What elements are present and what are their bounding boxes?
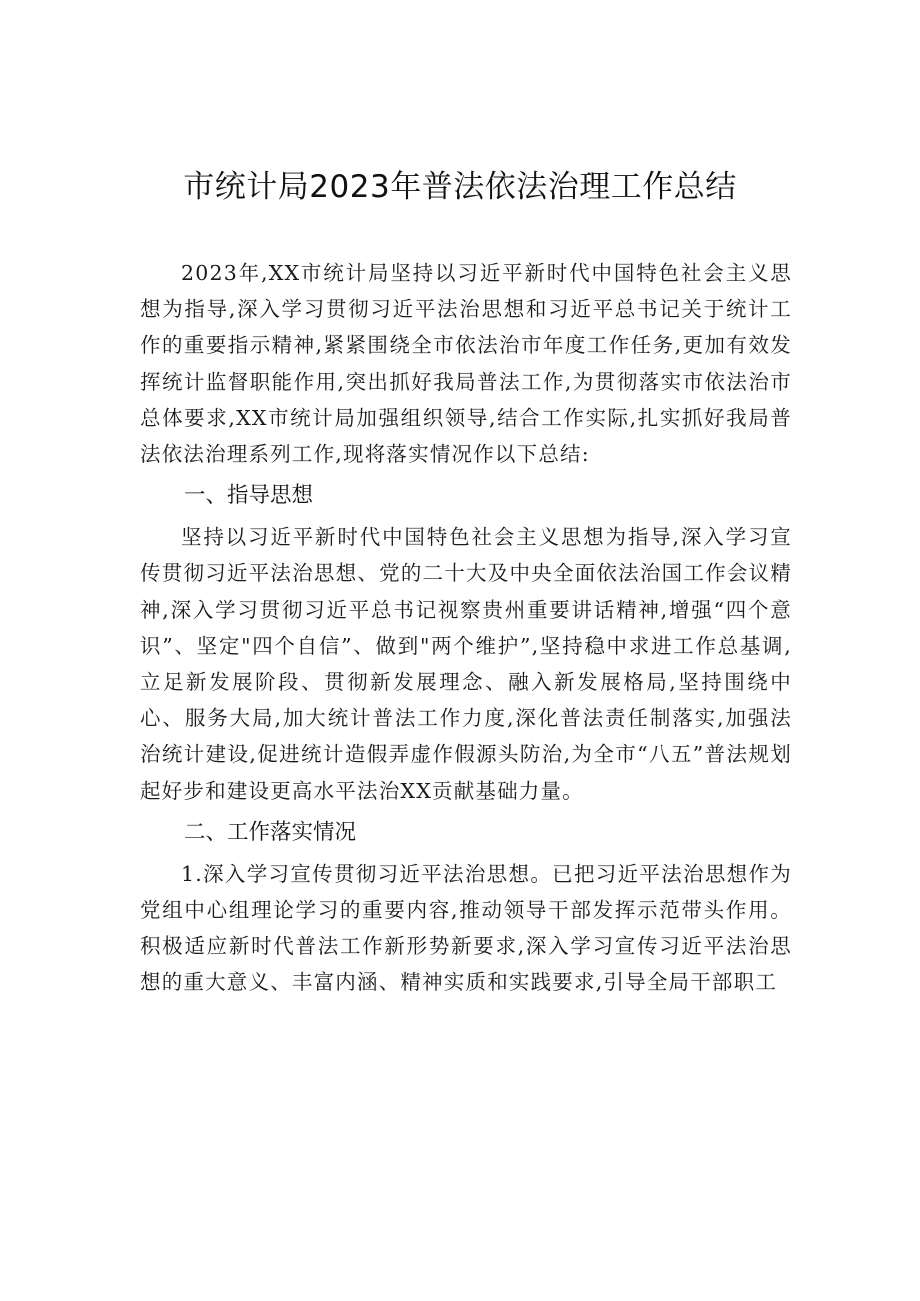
document-title: 市统计局2023年普法依法治理工作总结 [183,169,737,205]
guiding-ideology-paragraph: 坚持以习近平新时代中国特色社会主义思想为指导,深入学习宣传贯彻习近平法治思想、党的二十大及中央全面依法治国工作会议精神,深入学习贯彻习近平总书记视察贵州重要讲话精神,增强“四个意识”、坚定"四个自信”、做到"两个维护”,坚持稳中求进工作总基调,立足新发展阶段、贯彻新发展理念、融入新发展格局,坚持围绕中心、服务大局,加大统计普法工作力度,深化普法责任制落实,加强法治统计建设,促进统计造假弄虚作假源头防治,为全市“八五”普法规划起好步和建设更高水平法治XX贡献基础力量。 [140,525,792,803]
work-item-1-paragraph: 1.深入学习宣传贯彻习近平法治思想。已把习近平法治思想作为党组中心组理论学习的重要内容,推动领导干部发挥示范带头作用。积极适应新时代普法工作新形势新要求,深入学习宣传习近平法治思想的重大意义、丰富内涵、精神实质和实践要求,引导全局干部职工 [140,861,792,995]
document-body [140,255,792,1001]
section-heading-work-implementation: 二、工作落实情况 [184,819,357,845]
intro-paragraph: 2023年,XX市统计局坚持以习近平新时代中国特色社会主义思想为指导,深入学习贯彻习近平法治思想和习近平总书记关于统计工作的重要指示精神,紧紧围绕全市依法治市年度工作任务,更加有效发挥统计监督职能作用,突出抓好我局普法工作,为贯彻落实市依法治市总体要求,XX市统计局加强组织领导,结合工作实际,扎实抓好我局普法依法治理系列工作,现将落实情况作以下总结: [140,261,792,467]
section-heading-guiding-ideology: 一、指导思想 [184,483,314,509]
